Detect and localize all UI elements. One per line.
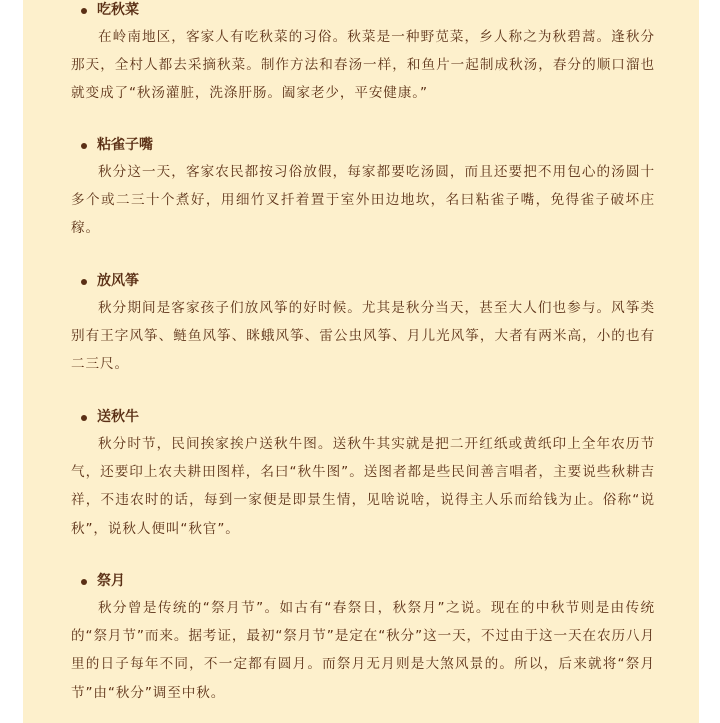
bullet-icon: [81, 279, 87, 285]
bullet-icon: [81, 8, 87, 14]
section-title: 送秋牛: [97, 409, 139, 425]
section-title: 放风筝: [97, 273, 139, 289]
section-body: 秋分这一天，客家农民都按习俗放假，每家都要吃汤圆，而且还要把不用包心的汤圆十多个或二三十个煮好，用细竹叉扦着置于室外田边地坎，名曰粘雀子嘴，免得雀子破坏庄稼。: [71, 164, 655, 237]
section-body: 秋分期间是客家孩子们放风筝的好时候。尤其是秋分当天，甚至大人们也参与。风筝类别有王字风筝、鲢鱼风筝、眯蛾风筝、雷公虫风筝、月儿光风筝，大者有两米高，小的也有二三尺。: [71, 300, 655, 373]
section-body: 秋分曾是传统的“祭月节”。如古有“春祭日，秋祭月”之说。现在的中秋节则是由传统的“祭月节”而来。据考证，最初“祭月节”是定在“秋分”这一天，不过由于这一天在农历八月里的日子每年不同，不一定都有圆月。而祭月无月则是大煞风景的。所以，后来就将“祭月节”由“秋分”调至中秋。: [71, 600, 655, 701]
bullet-icon: [81, 143, 87, 149]
bullet-icon: [81, 415, 87, 421]
bullet-icon: [81, 579, 87, 585]
section-body: 在岭南地区，客家人有吃秋菜的习俗。秋菜是一种野苋菜，乡人称之为秋碧蒿。逢秋分那天，全村人都去采摘秋菜。制作方法和春汤一样，和鱼片一起制成秋汤，春分的顺口溜也就变成了“秋汤灌脏，洗涤肝肠。阖家老少，平安健康。”: [71, 29, 655, 102]
section-title: 吃秋菜: [97, 2, 139, 18]
section-title: 粘雀子嘴: [97, 137, 153, 153]
section-body: 秋分时节，民间挨家挨户送秋牛图。送秋牛其实就是把二开红纸或黄纸印上全年农历节气，还要印上农夫耕田图样，名曰“秋牛图”。送图者都是些民间善言唱者，主要说些秋耕吉祥，不违农时的话，每到一家便是即景生情，见啥说啥，说得主人乐而给钱为止。俗称“说秋”，说秋人便叫“秋官”。: [71, 436, 655, 537]
article-panel: [23, 0, 699, 723]
section-title: 祭月: [97, 573, 125, 589]
